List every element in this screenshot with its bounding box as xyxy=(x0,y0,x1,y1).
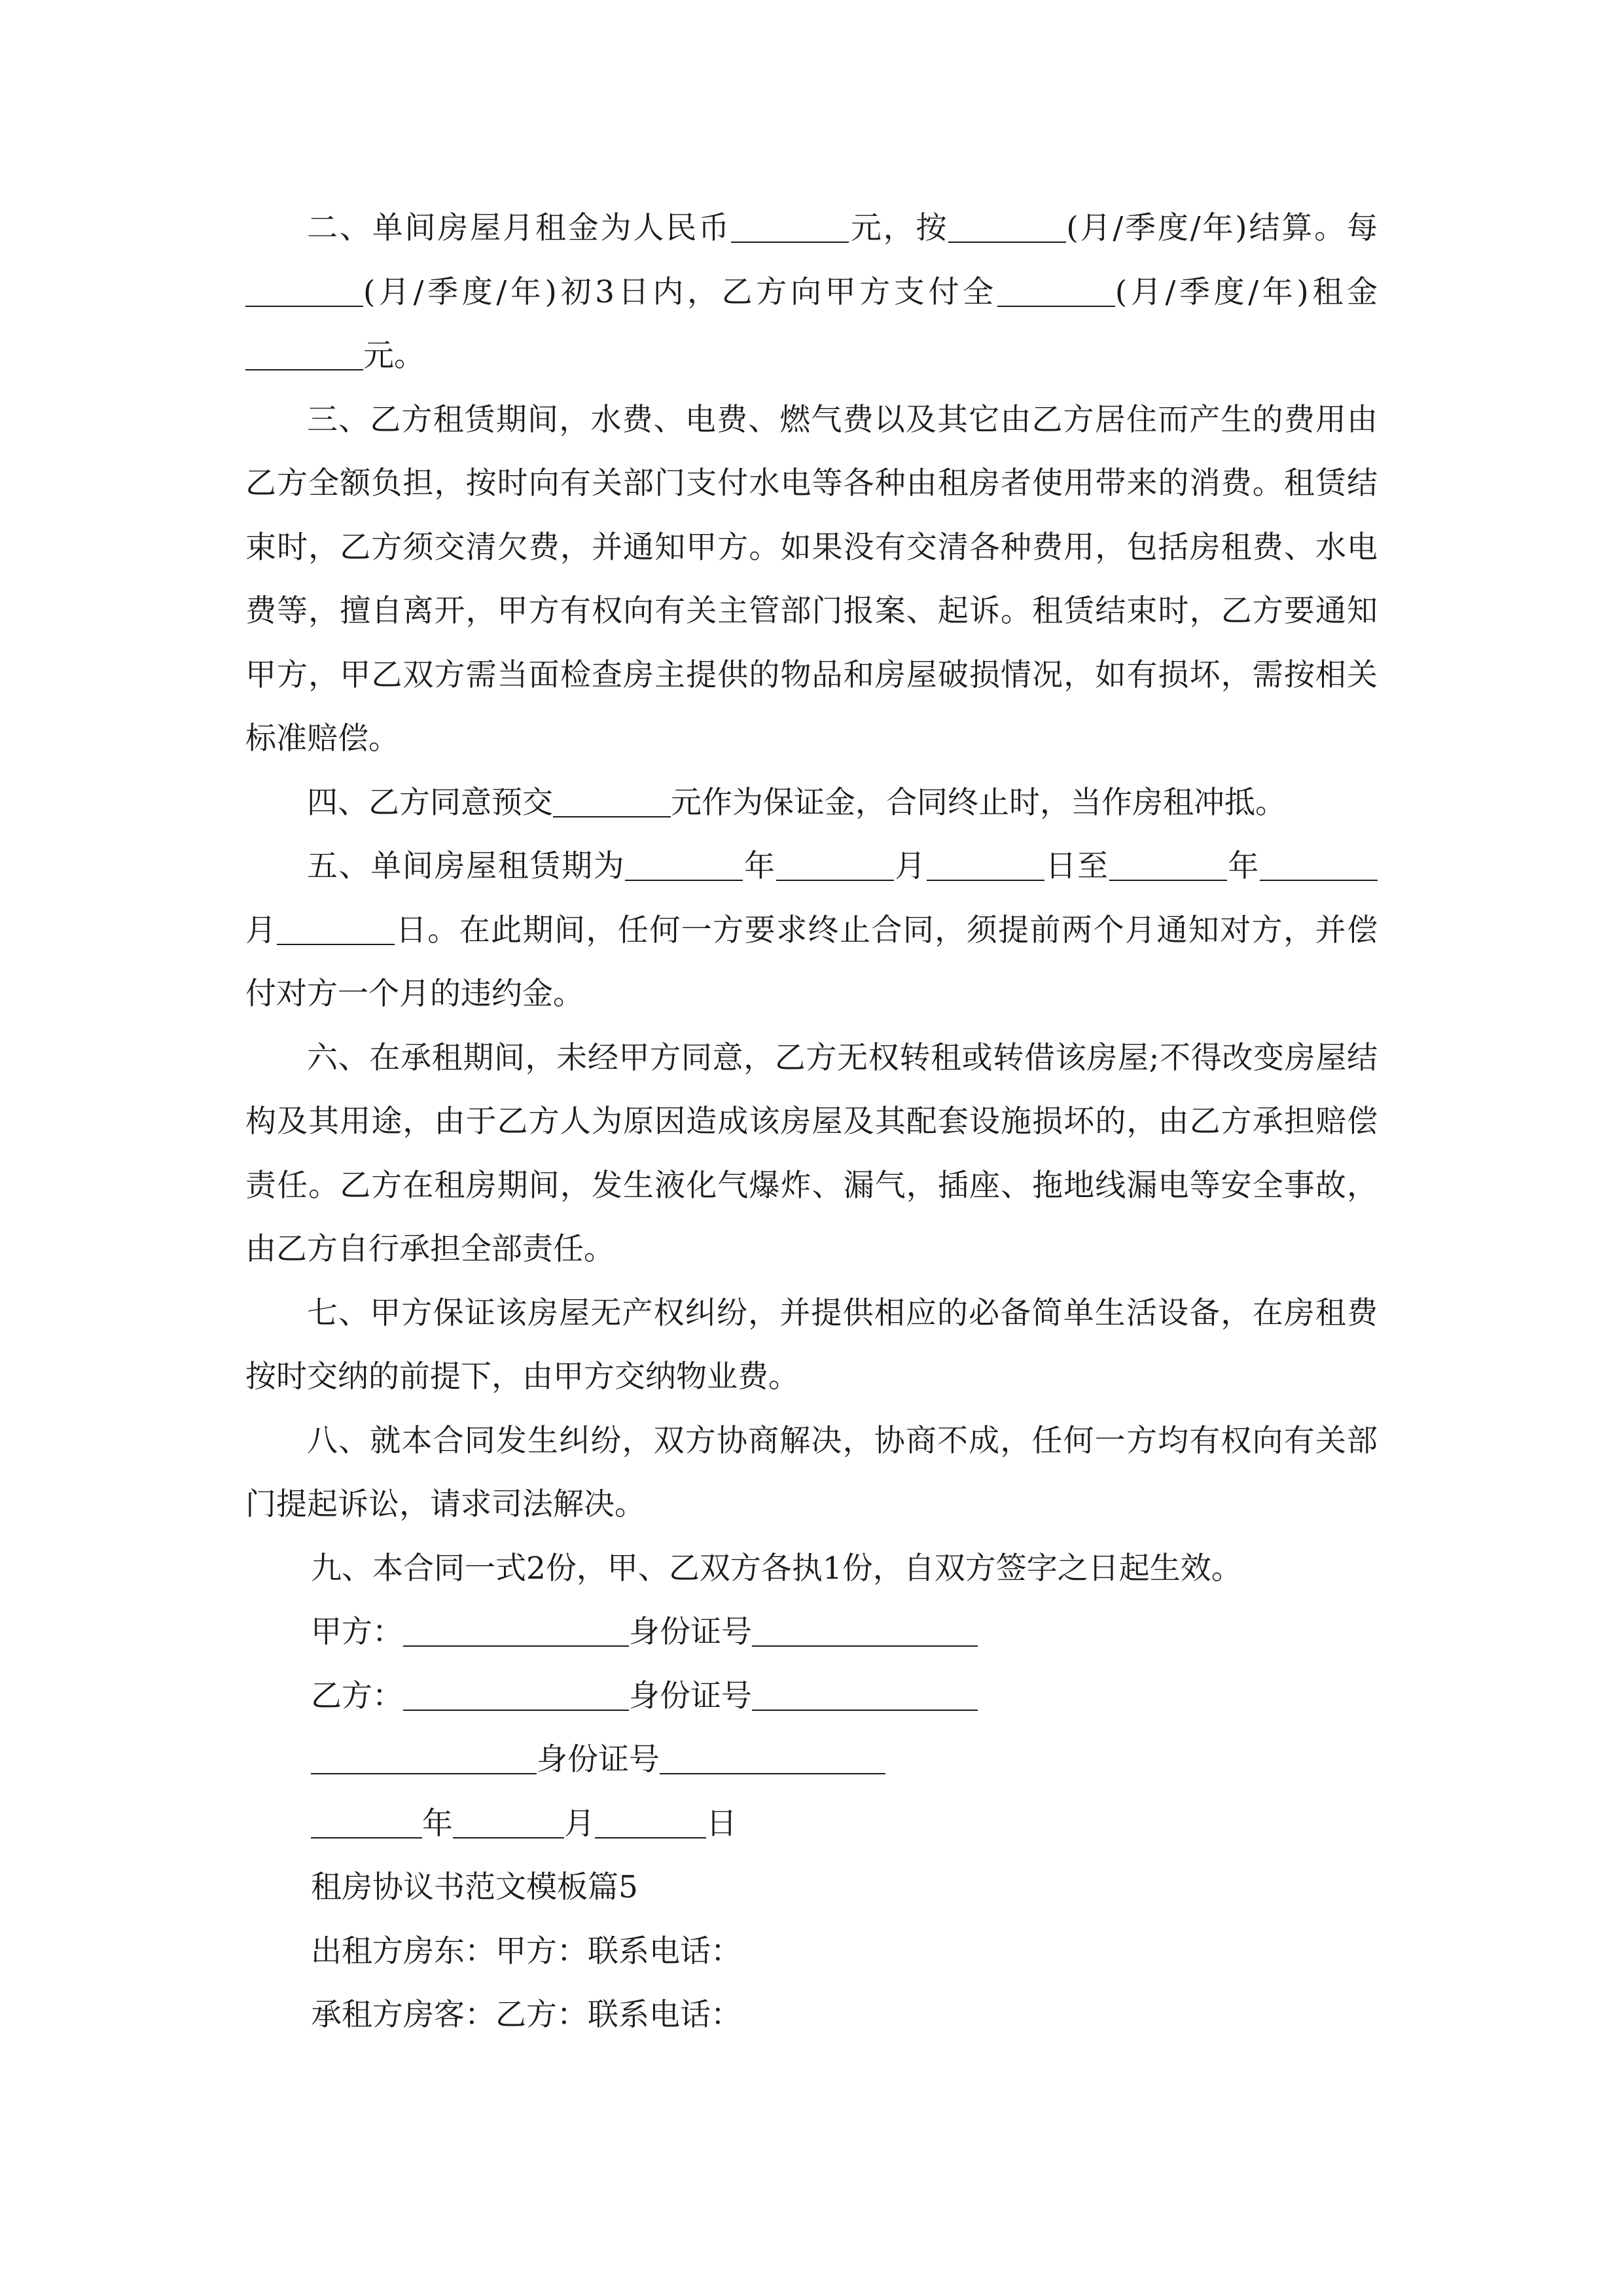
payment-cycle-blank[interactable] xyxy=(997,276,1115,307)
sign-month-label: 月 xyxy=(564,1805,595,1842)
clause-2-text-2: 元，按 xyxy=(848,210,949,246)
party-a-id-blank[interactable] xyxy=(752,1616,978,1647)
sign-year-blank[interactable] xyxy=(311,1808,422,1839)
clause-4-text-2: 元作为保证金，合同终止时，当作房租冲抵。 xyxy=(671,784,1286,821)
party-a-label: 甲方： xyxy=(311,1614,403,1650)
payment-period-blank[interactable] xyxy=(245,276,363,307)
party-b-signature-line xyxy=(245,1664,1378,1729)
party-a-id-label: 身份证号 xyxy=(629,1614,752,1650)
third-name-blank[interactable] xyxy=(311,1744,537,1774)
clause-5-end-year-label: 年 xyxy=(1226,848,1260,884)
clause-4-text-1: 四、乙方同意预交 xyxy=(307,784,553,821)
clause-5 xyxy=(245,834,1378,1026)
party-b-label: 乙方： xyxy=(311,1677,403,1714)
clause-6: 六、在承租期间，未经甲方同意，乙方无权转租或转借该房屋;不得改变房屋结构及其用途，由于乙方人为原因造成该房屋及其配套设施损坏的，由乙方承担赔偿责任。乙方在租房期间，发生液化气爆炸、漏气，插座、拖地线漏电等安全事故，由乙方自行承担全部责任。 xyxy=(245,1039,1378,1267)
start-day-blank[interactable] xyxy=(927,850,1044,881)
settlement-period-blank[interactable] xyxy=(948,212,1066,243)
sign-year-label: 年 xyxy=(422,1805,453,1842)
sign-month-blank[interactable] xyxy=(453,1808,564,1839)
clause-5-text-1: 五、单间房屋租赁期为 xyxy=(307,848,626,884)
third-signature-line xyxy=(245,1728,1378,1792)
clause-2-text-1: 二、单间房屋月租金为人民币 xyxy=(307,210,731,246)
clause-5-end-month-label: 月 xyxy=(245,912,277,948)
end-month-blank[interactable] xyxy=(1260,850,1378,881)
third-id-blank[interactable] xyxy=(660,1744,885,1774)
sign-day-blank[interactable] xyxy=(595,1808,706,1839)
rent-total-blank[interactable] xyxy=(245,340,363,370)
third-id-label: 身份证号 xyxy=(537,1742,660,1778)
section-title: 租房协议书范文模板篇5 xyxy=(311,1869,638,1905)
clause-5-year-label: 年 xyxy=(743,848,776,884)
party-a-name-blank[interactable] xyxy=(403,1616,629,1647)
clause-2-text-6: 元。 xyxy=(363,338,425,374)
clause-4 xyxy=(245,771,1378,835)
start-year-blank[interactable] xyxy=(625,850,743,881)
clause-9: 九、本合同一式2份，甲、乙双方各执1份，自双方签字之日起生效。 xyxy=(311,1550,1242,1587)
clause-7: 七、甲方保证该房屋无产权纠纷，并提供相应的必备简单生活设备，在房租费按时交纳的前提下，由甲方交纳物业费。 xyxy=(245,1295,1378,1395)
clause-2-text-5: (月/季度/年)租金 xyxy=(1115,274,1378,310)
party-b-id-blank[interactable] xyxy=(752,1680,978,1711)
clause-5-month-label: 月 xyxy=(893,848,927,884)
clause-2 xyxy=(245,196,1378,388)
clause-2-text-3: (月/季度/年)结算。每 xyxy=(1066,210,1378,246)
party-b-name-blank[interactable] xyxy=(403,1680,629,1711)
party-b-id-label: 身份证号 xyxy=(629,1677,752,1714)
end-day-blank[interactable] xyxy=(277,914,395,945)
landlord-line: 出租方房东：甲方：联系电话： xyxy=(311,1933,741,1969)
tenant-line: 承租方房客：乙方：联系电话： xyxy=(311,1997,741,2033)
clause-5-text-2: 日。在此期间，任何一方要求终止合同，须提前两个月通知对方，并偿付对方一个月的违约金。 xyxy=(245,912,1378,1012)
clause-3: 三、乙方租赁期间，水费、电费、燃气费以及其它由乙方居住而产生的费用由乙方全额负担，按时向有关部门支付水电等各种由租房者使用带来的消费。租赁结束时，乙方须交清欠费，并通知甲方。如果没有交清各种费用，包括房租费、水电费等，擅自离开，甲方有权向有关主管部门报案、起诉。租赁结束时，乙方要通知甲方，甲乙双方需当面检查房主提供的物品和房屋破损情况，如有损坏，需按相关标准赔偿。 xyxy=(245,401,1378,757)
start-month-blank[interactable] xyxy=(776,850,894,881)
clause-5-day-to-label: 日至 xyxy=(1044,848,1109,884)
end-year-blank[interactable] xyxy=(1109,850,1227,881)
clause-8: 八、就本合同发生纠纷，双方协商解决，协商不成，任何一方均有权向有关部门提起诉讼，请求司法解决。 xyxy=(245,1422,1378,1522)
party-a-signature-line xyxy=(245,1600,1378,1664)
sign-day-label: 日 xyxy=(706,1805,737,1842)
deposit-amount-blank[interactable] xyxy=(553,787,671,817)
document-body xyxy=(245,196,1378,2047)
clause-2-text-4: (月/季度/年)初3日内，乙方向甲方支付全 xyxy=(363,274,997,310)
rent-amount-blank[interactable] xyxy=(731,212,849,243)
signing-date-line xyxy=(245,1792,1378,1856)
